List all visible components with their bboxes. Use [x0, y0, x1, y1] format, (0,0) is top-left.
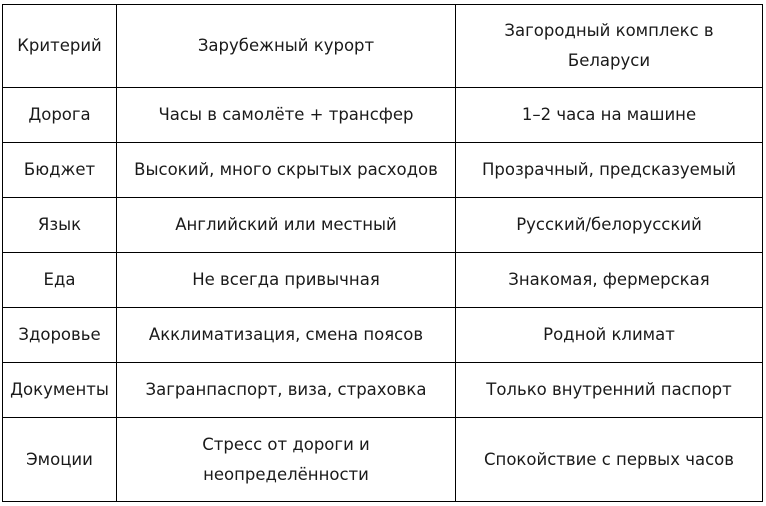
belarus-cell: Русский/белорусский [456, 198, 763, 253]
criterion-cell: Эмоции [3, 418, 117, 502]
criterion-cell: Документы [3, 363, 117, 418]
table-row [3, 363, 763, 418]
criterion-cell: Дорога [3, 88, 117, 143]
abroad-cell: Загранпаспорт, виза, страховка [117, 363, 456, 418]
belarus-cell: Родной климат [456, 308, 763, 363]
abroad-cell: Часы в самолёте + трансфер [117, 88, 456, 143]
table-row [3, 198, 763, 253]
table-row [3, 253, 763, 308]
header-cell-criterion: Критерий [3, 5, 117, 88]
abroad-cell: Стресс от дороги и неопределённости [117, 418, 456, 502]
criterion-cell: Еда [3, 253, 117, 308]
belarus-cell: Только внутренний паспорт [456, 363, 763, 418]
table-row [3, 143, 763, 198]
abroad-cell: Акклиматизация, смена поясов [117, 308, 456, 363]
abroad-cell: Высокий, много скрытых расходов [117, 143, 456, 198]
criterion-cell: Здоровье [3, 308, 117, 363]
header-cell-abroad-resort: Зарубежный курорт [117, 5, 456, 88]
belarus-cell: Знакомая, фермерская [456, 253, 763, 308]
table-row [3, 308, 763, 363]
abroad-cell: Не всегда привычная [117, 253, 456, 308]
criterion-cell: Язык [3, 198, 117, 253]
criterion-cell: Бюджет [3, 143, 117, 198]
table-row [3, 88, 763, 143]
table-header-row [3, 5, 763, 88]
belarus-cell: Прозрачный, предсказуемый [456, 143, 763, 198]
table-row [3, 418, 763, 502]
abroad-cell: Английский или местный [117, 198, 456, 253]
belarus-cell: 1–2 часа на машине [456, 88, 763, 143]
header-cell-belarus-complex: Загородный комплекс в Беларуси [456, 5, 763, 88]
comparison-table [2, 4, 763, 502]
belarus-cell: Спокойствие с первых часов [456, 418, 763, 502]
